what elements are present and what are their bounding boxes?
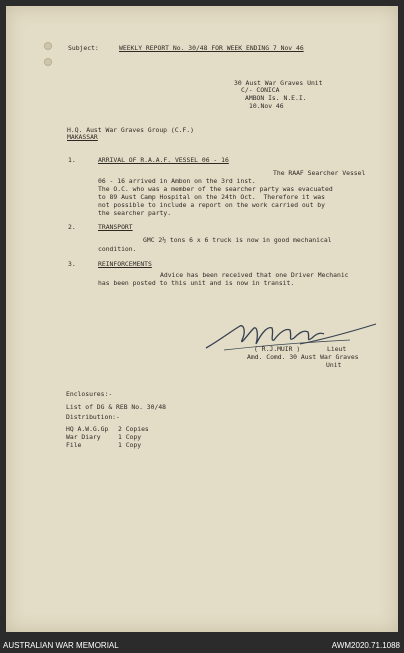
signatory-name: ( R.J.MUIR ) (254, 345, 301, 353)
footer-accession-number: AWM2020.71.1088 (331, 641, 400, 650)
item-number: 2. (68, 223, 76, 231)
distribution-label: Distribution:- (66, 413, 120, 421)
signatory-title-2: Unit (326, 361, 342, 369)
item-number: 1. (68, 156, 76, 164)
item-line: to 89 Aust Camp Hospital on the 24th Oct. Therefore it was (98, 193, 326, 201)
enclosures-label: Enclosures:- (66, 390, 113, 398)
item-number: 3. (68, 260, 76, 268)
item-line: condition. (98, 245, 137, 253)
item-heading: ARRIVAL OF R.A.A.F. VESSEL 06 - 16 (98, 156, 229, 164)
punch-hole (44, 42, 52, 50)
sender-date: 10.Nov 46 (249, 102, 284, 110)
sender-unit: 30 Aust War Graves Unit (234, 79, 323, 87)
signatory-rank: Lieut (327, 345, 347, 353)
item-line: The RAAF Searcher Vessel (273, 169, 366, 177)
item-line: 06 - 16 arrived in Ambon on the 3rd inst. (98, 177, 256, 185)
distribution-recipient: File (66, 441, 82, 449)
recipient-line2: MAKASSAR (67, 133, 98, 141)
subject-text: WEEKLY REPORT No. 30/48 FOR WEEK ENDING 7 Nov 46 (119, 44, 304, 52)
punch-hole (44, 58, 52, 66)
item-line: Advice has been received that one Driver Mechanic (160, 271, 349, 279)
subject-label: Subject: (68, 44, 99, 52)
item-line: The O.C. who was a member of the searcher party was evacuated (98, 185, 333, 193)
distribution-copies: 1 Copy (118, 441, 142, 449)
enclosures-list: List of DG & REB No. 30/48 (66, 403, 167, 411)
distribution-recipient: HQ A.W.G.Gp (66, 425, 109, 433)
distribution-copies: 1 Copy (118, 433, 142, 441)
item-line: the searcher party. (98, 209, 172, 217)
signatory-title: Amd. Comd. 30 Aust War Graves (247, 353, 359, 361)
footer-institution: AUSTRALIAN WAR MEMORIAL (3, 641, 119, 650)
item-line: not possible to include a report on the work carried out by (98, 201, 326, 209)
item-heading: TRANSPORT (98, 223, 133, 231)
item-line: GMC 2½ tons 6 x 6 truck is now in good mechanical (143, 236, 332, 244)
item-heading: REINFORCEMENTS (98, 260, 152, 268)
sender-care-of: C/- CONICA (241, 86, 280, 94)
distribution-recipient: War Diary (66, 433, 101, 441)
archive-footer (0, 640, 404, 653)
item-line: has been posted to this unit and is now in transit. (98, 279, 295, 287)
distribution-copies: 2 Copies (118, 425, 149, 433)
sender-location: AMBON Is. N.E.I. (245, 94, 307, 102)
recipient-line1: H.Q. Aust War Graves Group (C.F.) (67, 126, 194, 134)
